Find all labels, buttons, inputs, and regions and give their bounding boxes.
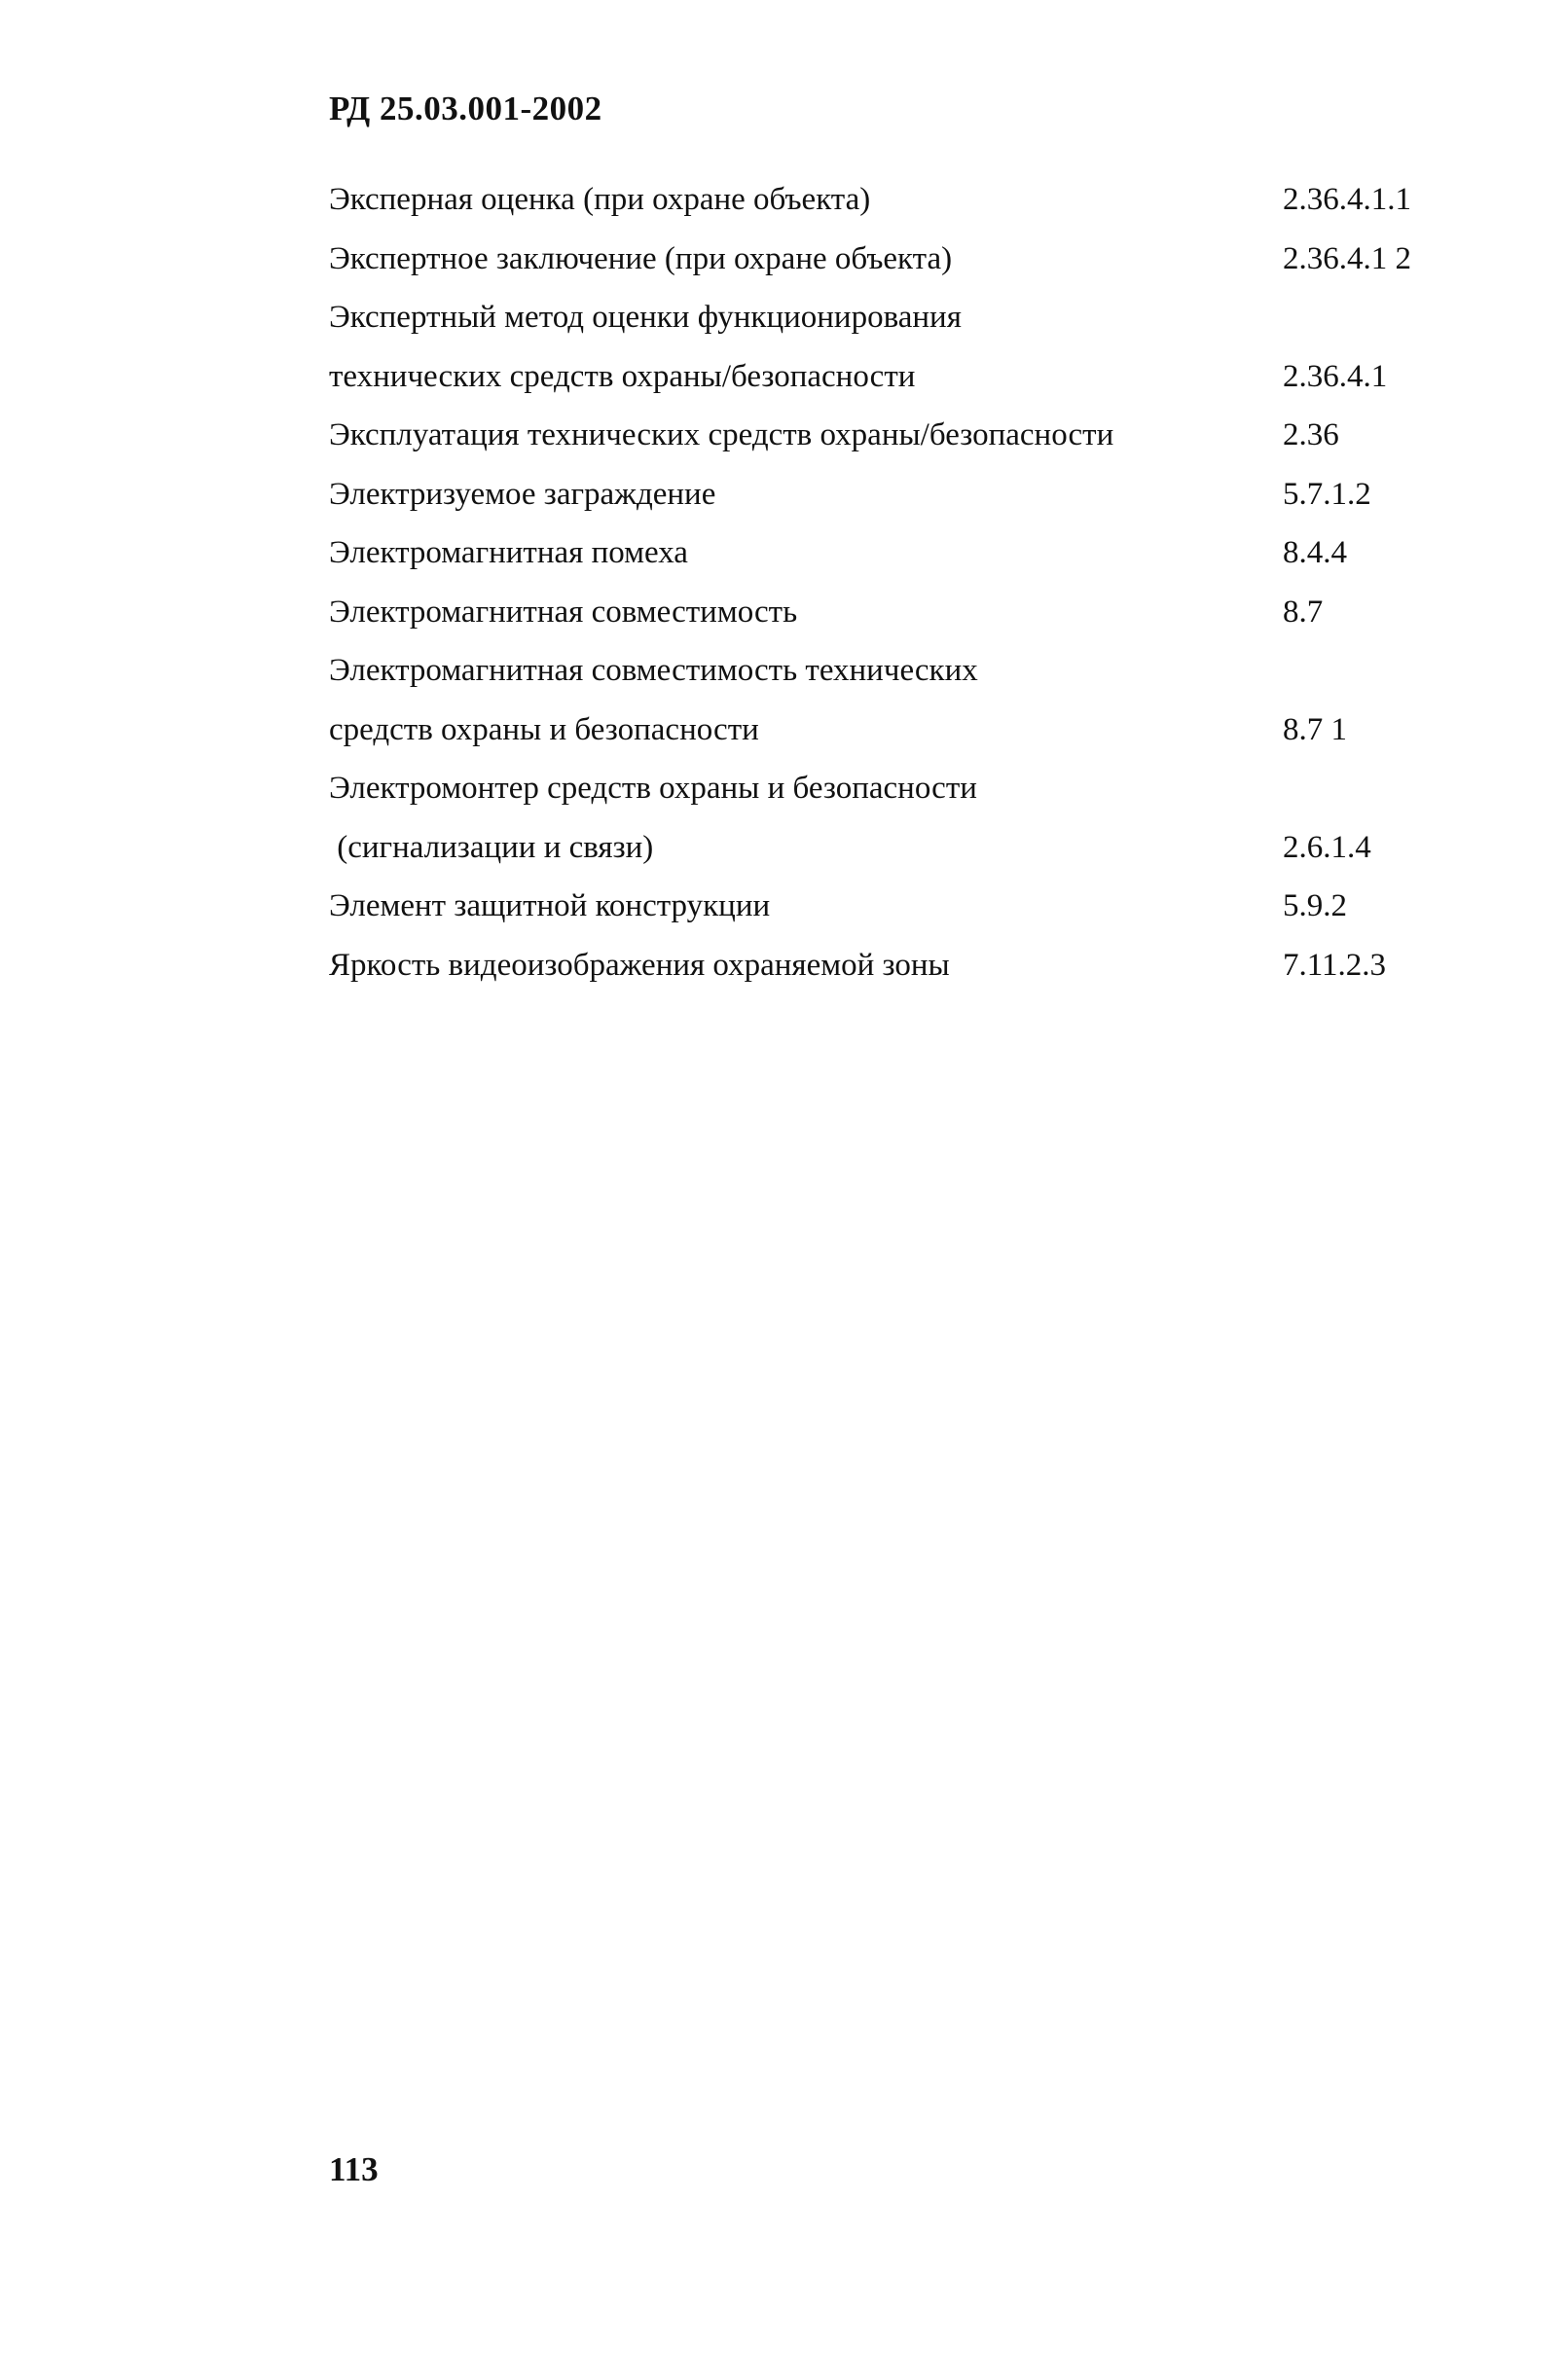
entry-section-ref: 2.36.4.1.1 xyxy=(1283,182,1411,217)
index-entry xyxy=(329,818,1429,878)
index-entry xyxy=(329,877,1429,936)
index-entry xyxy=(329,465,1429,524)
entry-section-ref: 2.36.4.1 xyxy=(1283,358,1388,394)
entry-term: Электромагнитная совместимость xyxy=(329,594,798,630)
entry-term: средств охраны и безопасности xyxy=(329,711,759,747)
page-number: 113 xyxy=(329,2150,379,2188)
index-entry xyxy=(329,701,1429,760)
entry-term: Яркость видеоизображения охраняемой зоны xyxy=(329,947,950,983)
entry-term: Элемент защитной конструкции xyxy=(329,888,771,923)
index-entry xyxy=(329,759,1429,818)
entry-term: (сигнализации и связи) xyxy=(329,829,654,865)
entry-section-ref: 2.36 xyxy=(1283,417,1339,452)
index-entry xyxy=(329,583,1429,642)
entry-term: Экспертное заключение (при охране объекта) xyxy=(329,240,953,276)
index-entry xyxy=(329,288,1429,347)
entry-term: Эксперная оценка (при охране объекта) xyxy=(329,182,871,217)
index-entry xyxy=(329,936,1429,995)
entry-term: Электромагнитная помеха xyxy=(329,535,688,570)
entry-section-ref: 2.6.1.4 xyxy=(1283,829,1371,865)
entry-term: технических средств охраны/безопасности xyxy=(329,358,916,394)
entry-term: Экспертный метод оценки функционирования xyxy=(329,300,962,335)
index-entry xyxy=(329,230,1429,289)
entry-section-ref: 8.7 1 xyxy=(1283,711,1347,747)
entry-section-ref: 8.7 xyxy=(1283,594,1324,630)
index-entry xyxy=(329,641,1429,701)
entry-term: Электромагнитная совместимость технических xyxy=(329,653,978,688)
entry-section-ref: 7.11.2.3 xyxy=(1283,947,1387,983)
index-entry xyxy=(329,170,1429,230)
entry-section-ref: 2.36.4.1 2 xyxy=(1283,240,1411,276)
index-entries-list xyxy=(329,170,1429,994)
entry-term: Эксплуатация технических средств охраны/безопасности xyxy=(329,417,1114,452)
index-entry xyxy=(329,406,1429,465)
entry-section-ref: 8.4.4 xyxy=(1283,535,1347,570)
entry-term: Электризуемое заграждение xyxy=(329,476,716,512)
index-entry xyxy=(329,347,1429,407)
entry-section-ref: 5.9.2 xyxy=(1283,888,1347,923)
entry-section-ref: 5.7.1.2 xyxy=(1283,476,1371,512)
entry-term: Электромонтер средств охраны и безопасности xyxy=(329,771,977,806)
document-code-header: РД 25.03.001-2002 xyxy=(329,90,602,127)
index-entry xyxy=(329,523,1429,583)
